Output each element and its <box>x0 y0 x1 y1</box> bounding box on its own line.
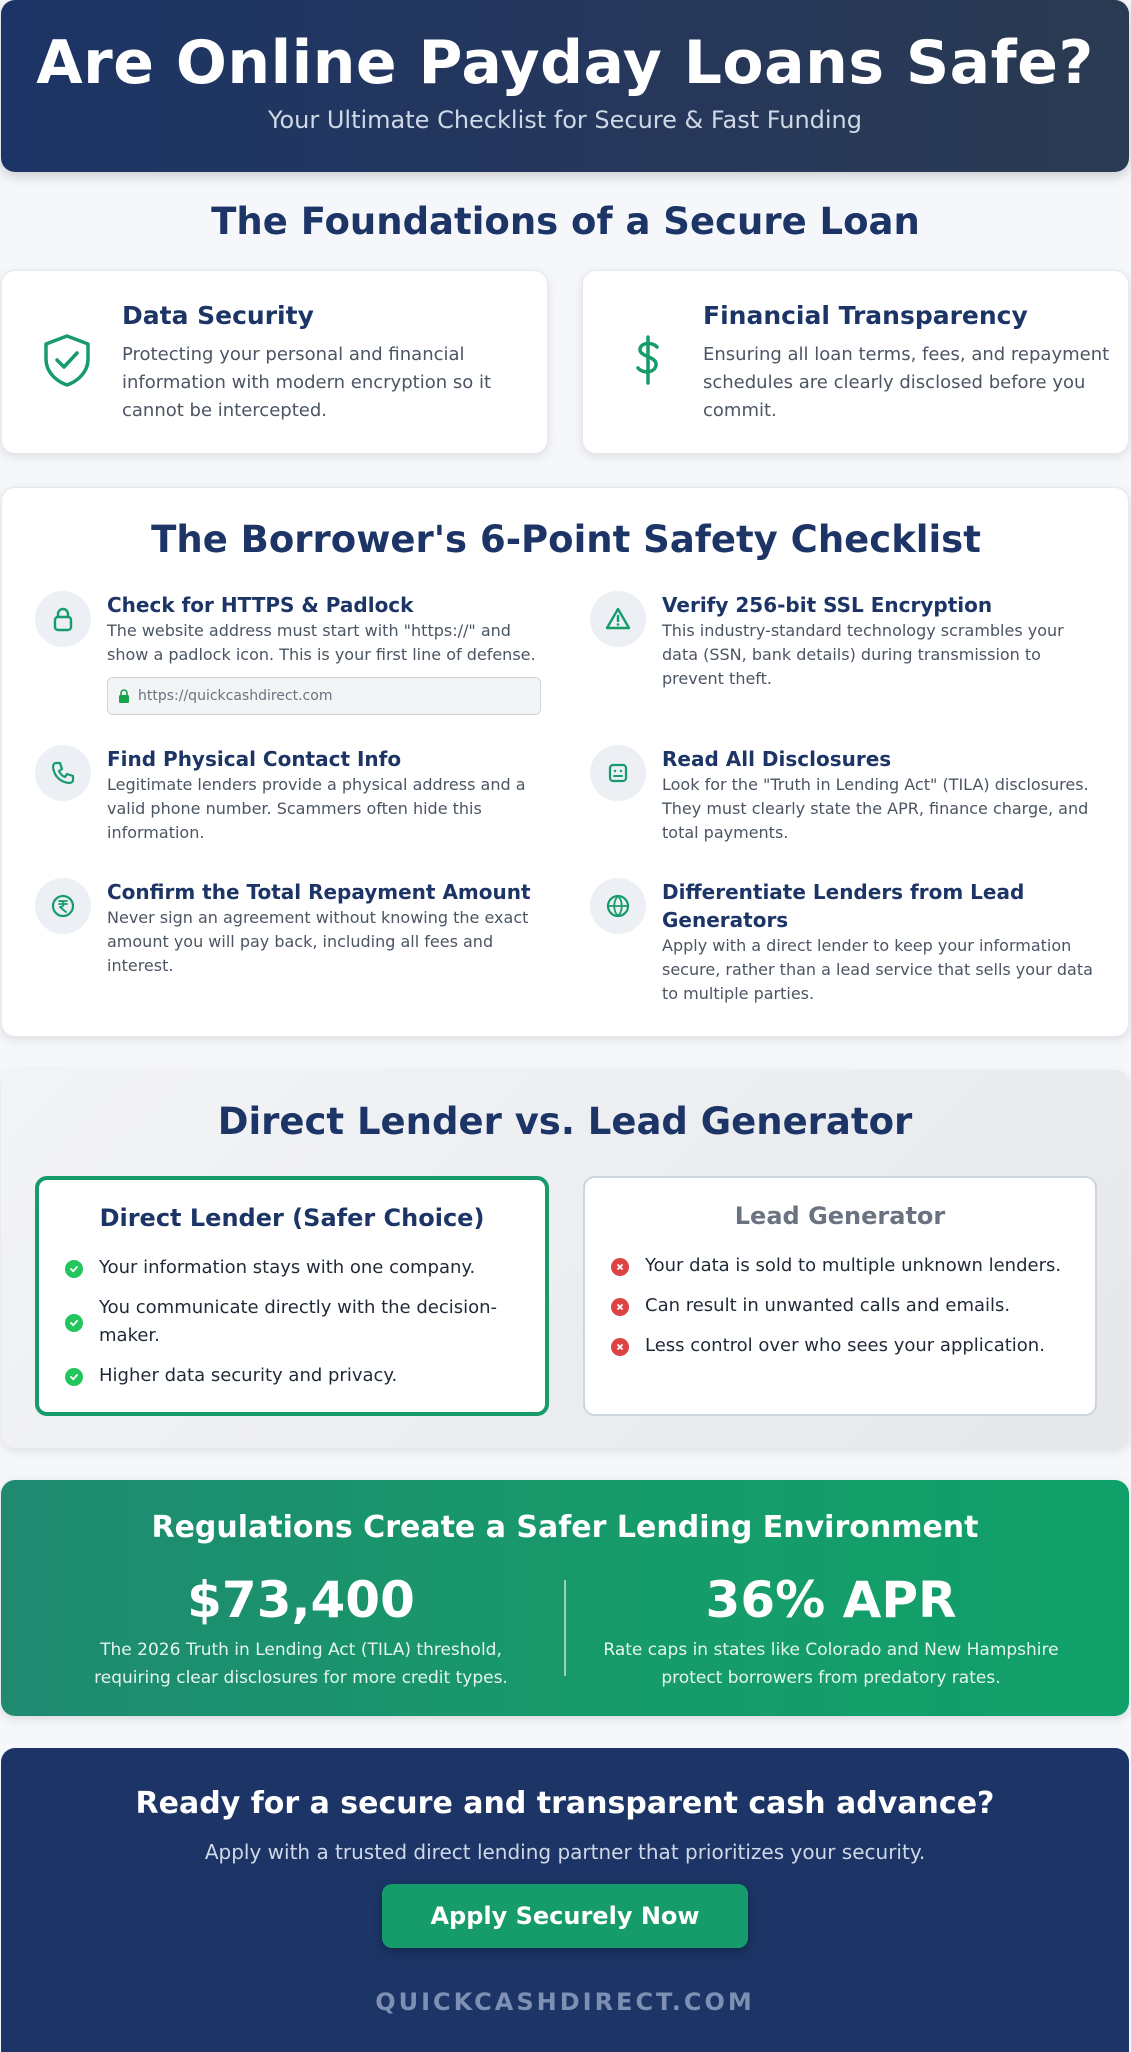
checklist-item-disclosures <box>590 745 1110 855</box>
call-to-action-panel <box>1 1748 1129 2052</box>
checklist-item-repayment <box>35 878 555 988</box>
checklist-item-title: Read All Disclosures <box>662 747 892 771</box>
checklist-item-text: Legitimate lenders provide a physical address and a valid phone number. Scammers often hide this information. <box>107 775 526 842</box>
comparison-panel <box>1 1070 1129 1448</box>
check-icon <box>65 1260 83 1278</box>
lead-generator-list <box>611 1252 1075 1372</box>
list-item: Higher data security and privacy. <box>65 1362 525 1390</box>
stat-divider <box>564 1580 566 1676</box>
stat-description: The 2026 Truth in Lending Act (TILA) threshold, requiring clear disclosures for more credit types. <box>94 1640 508 1688</box>
rupee-coin-icon <box>35 878 91 934</box>
lead-generator-title: Lead Generator <box>734 1202 946 1230</box>
direct-lender-list <box>65 1254 525 1402</box>
list-item: Less control over who sees your application. <box>611 1332 1075 1360</box>
checklist-item-title <box>662 878 1102 934</box>
checklist-item-lead-generators <box>590 878 1110 1008</box>
checklist-item-title-line1: Differentiate Lenders from Lead <box>662 880 1025 904</box>
brand-name: QUICKCASHDIRECT.COM <box>375 1988 755 2016</box>
stat-tila-threshold <box>41 1570 561 1692</box>
phone-icon <box>35 745 91 801</box>
checklist-item-text: Apply with a direct lender to keep your information secure, rather than a lead service that sells your data to multiple parties. <box>662 936 1093 1003</box>
apply-securely-button[interactable]: Apply Securely Now <box>382 1884 748 1948</box>
shield-check-icon <box>38 331 96 389</box>
stat-apr-cap <box>571 1570 1091 1692</box>
checklist-item-text: Look for the "Truth in Lending Act" (TILA) disclosures. They must clearly state the APR, finance charge, and total payments. <box>662 775 1089 842</box>
page-title: Are Online Payday Loans Safe? <box>36 28 1094 98</box>
direct-lender-title: Direct Lender (Safer Choice) <box>99 1204 485 1232</box>
url-example-text: https://quickcashdirect.com <box>138 688 333 704</box>
checklist-item-text: The website address must start with "https://" and show a padlock icon. This is your first line of defense. <box>107 621 536 664</box>
comparison-title: Direct Lender vs. Lead Generator <box>217 1100 913 1143</box>
checklist-item-title: Confirm the Total Repayment Amount <box>107 880 531 904</box>
list-item: Your data is sold to multiple unknown lenders. <box>611 1252 1075 1280</box>
stat-value: $73,400 <box>187 1571 415 1629</box>
checklist-item-https <box>35 591 555 721</box>
cross-icon <box>611 1258 629 1276</box>
lock-icon <box>35 591 91 647</box>
regulations-panel <box>1 1480 1129 1716</box>
financial-transparency-card <box>582 270 1129 454</box>
checklist-item-title: Verify 256-bit SSL Encryption <box>662 593 993 617</box>
foundations-title: The Foundations of a Secure Loan <box>211 200 920 243</box>
safety-checklist-panel <box>1 487 1129 1037</box>
cta-title: Ready for a secure and transparent cash advance? <box>135 1786 995 1821</box>
checklist-item-text: This industry-standard technology scrambles your data (SSN, bank details) during transmission to prevent theft. <box>662 621 1064 688</box>
data-security-card <box>1 270 548 454</box>
card-text: Ensuring all loan terms, fees, and repayment schedules are clearly disclosed before you commit. <box>703 344 1110 421</box>
checklist-item-text: Never sign an agreement without knowing the exact amount you will pay back, including all fees and interest. <box>107 908 529 975</box>
checklist-item-contact <box>35 745 555 855</box>
warning-icon <box>590 591 646 647</box>
stat-description: Rate caps in states like Colorado and New Hampshire protect borrowers from predatory rates. <box>603 1640 1059 1688</box>
direct-lender-box <box>35 1176 549 1416</box>
checklist-item-ssl <box>590 591 1110 701</box>
padlock-icon <box>118 689 130 703</box>
cross-icon <box>611 1338 629 1356</box>
check-icon <box>65 1368 83 1386</box>
checklist-item-title: Find Physical Contact Info <box>107 747 402 771</box>
regulations-title: Regulations Create a Safer Lending Environment <box>151 1510 979 1545</box>
checklist-item-title: Check for HTTPS & Padlock <box>107 593 414 617</box>
url-example-bar <box>107 677 541 715</box>
checklist-title: The Borrower's 6-Point Safety Checklist <box>151 518 981 561</box>
card-title: Financial Transparency <box>703 301 1028 330</box>
hero-banner <box>1 0 1129 172</box>
dollar-sign-icon <box>619 331 677 389</box>
list-item: Your information stays with one company. <box>65 1254 525 1282</box>
card-text: Protecting your personal and financial information with modern encryption so it cannot be intercepted. <box>122 344 492 421</box>
page-subtitle: Your Ultimate Checklist for Secure & Fast Funding <box>268 106 862 134</box>
cta-subtitle: Apply with a trusted direct lending partner that prioritizes your security. <box>204 1840 926 1864</box>
check-icon <box>65 1314 83 1332</box>
list-item: Can result in unwanted calls and emails. <box>611 1292 1075 1320</box>
document-icon <box>590 745 646 801</box>
lead-generator-box <box>583 1176 1097 1416</box>
checklist-item-title-line2: Generators <box>662 908 789 932</box>
globe-icon <box>590 878 646 934</box>
list-item: You communicate directly with the decision-maker. <box>65 1294 525 1350</box>
stat-value: 36% APR <box>705 1571 957 1629</box>
card-title: Data Security <box>122 301 314 330</box>
cross-icon <box>611 1298 629 1316</box>
